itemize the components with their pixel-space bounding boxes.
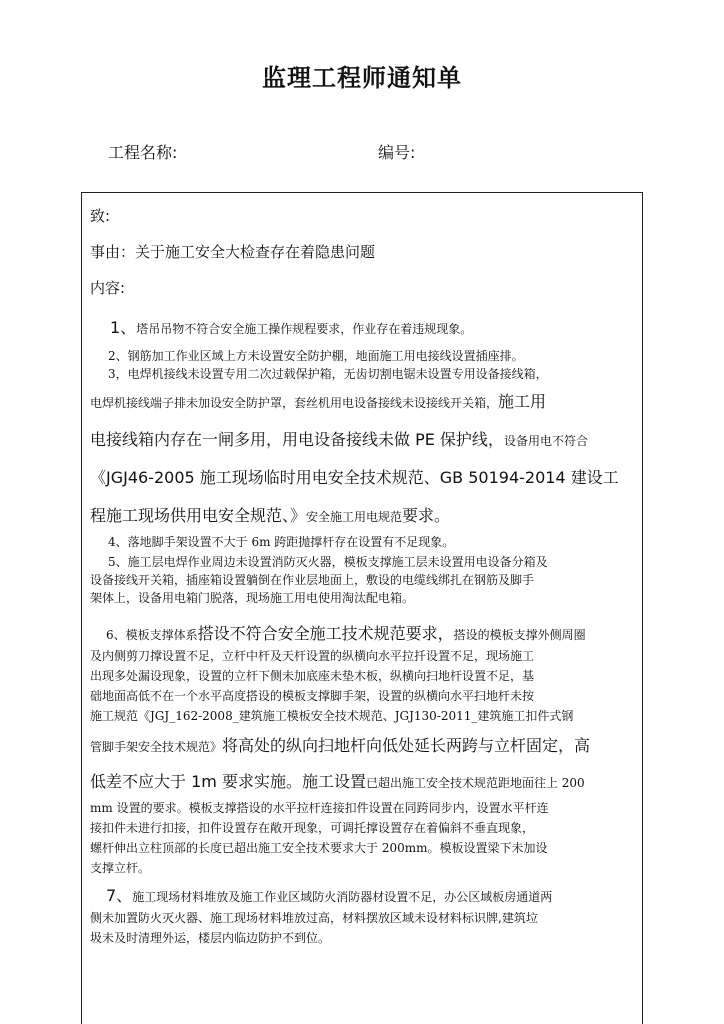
item-3-line-1: 3，电焊机接线未设置专用二次过载保护箱，无齿切割电锯未设置专用设备接线箱， bbox=[108, 367, 548, 381]
item-6-line-1: 6、模板支撑体系搭设不符合安全施工技术规范要求，搭设的模板支撑外侧周圈 bbox=[106, 624, 586, 643]
item-6-line-5: 施工规范《JGJ_162-2008_建筑施工模板安全技术规范、JGJ130-2011_建筑施工扣件式钢 bbox=[90, 709, 574, 723]
item-6-line-10: 螺杆伸出立柱顶部的长度已超出施工安全技术要求大于 200mm。模板设置梁下未加设 bbox=[90, 841, 548, 855]
item-6-line-3: 出现多处漏设现象，设置的立杆下侧未加底座未垫木板，纵横向扫地杆设置不足，基 bbox=[90, 669, 535, 683]
notice-form-box bbox=[81, 192, 643, 1024]
subject-line: 事由：关于施工安全大检查存在着隐患问题 bbox=[90, 243, 376, 261]
project-name-label: 工程名称: bbox=[108, 143, 178, 162]
item-3-line-4: 《JGJ46-2005 施工现场临时用电安全技术规范、GB 50194-2014 建设工 bbox=[90, 468, 619, 487]
page-title: 监理工程师通知单 bbox=[262, 64, 462, 92]
item-3-line-5: 程施工现场供用电安全规范、》安全施工用电规范要求。 bbox=[90, 506, 451, 525]
content-label: 内容: bbox=[90, 279, 126, 297]
item-6-line-7: 低差不应大于 1m 要求实施。施工设置已超出施工安全技术规范距地面往上 200 bbox=[90, 772, 585, 791]
item-7-line-3: 圾未及时清理外运，楼层内临边防护不到位。 bbox=[90, 931, 331, 945]
to-label: 致: bbox=[90, 207, 111, 225]
item-7-line-1: 7、施工现场材料堆放及施工作业区域防火消防器材设置不足，办公区域板房通道两 bbox=[106, 886, 553, 905]
item-7-line-2: 侧未加置防火灭火器、施工现场材料堆放过高，材料摆放区域未设材料标识牌,建筑垃 bbox=[90, 911, 538, 925]
item-1-text: 塔吊吊物不符合安全施工操作规程要求，作业存在着违规现象。 bbox=[136, 322, 473, 336]
number-label: 编号: bbox=[378, 143, 416, 162]
item-6-line-8: mm 设置的要求。模板支撑搭设的水平拉杆连接扣件设置在同跨同步内，设置水平杆连 bbox=[90, 801, 549, 815]
item-5-line-2: 设备接线开关箱，插座箱设置躺倒在作业层地面上，敷设的电缆线绑扎在钢筋及脚手 bbox=[90, 573, 535, 587]
item-5-line-3: 架体上，设备用电箱门脱落，现场施工用电使用淘汰配电箱。 bbox=[90, 591, 415, 605]
item-6-line-6: 管脚手架安全技术规范》将高处的纵向扫地杆向低处延长两跨与立杆固定，高 bbox=[90, 736, 591, 755]
item-6-line-2: 及内侧剪刀撑设置不足，立杆中杆及天杆设置的纵横向水平拉扦设置不足，现场施工 bbox=[90, 649, 535, 663]
item-2-text: 2、钢筋加工作业区域上方未设置安全防护棚，地面施工用电接线设置插座排。 bbox=[108, 349, 524, 363]
item-6-line-11: 支撑立杆。 bbox=[90, 861, 151, 875]
item-3-line-2: 电焊机接线端子排未加设安全防护罩，套丝机用电设备接线未设接线开关箱，施工用 bbox=[90, 392, 547, 411]
item-1-number: 1、 bbox=[110, 318, 137, 337]
item-3-line-3: 电接线箱内存在一闸多用，用电设备接线未做 PE 保护线，设备用电不符合 bbox=[90, 430, 588, 449]
item-6-line-9: 接扣件未进行扣接，扣件设置存在敞开现象，可调托撑设置存在着偏斜不垂直现象， bbox=[90, 821, 535, 835]
item-4-text: 4、落地脚手架设置不大于 6m 跨距抛撑杆存在设置有不足现象。 bbox=[108, 535, 455, 549]
item-6-line-4: 础地面高低不在一个水平高度搭设的模板支撑脚手架，设置的纵横向水平扫地杆未按 bbox=[90, 689, 535, 703]
item-5-line-1: 5、施工层电焊作业周边未设置消防灭火器，模板支撑施工层未设置用电设备分箱及 bbox=[108, 555, 548, 569]
